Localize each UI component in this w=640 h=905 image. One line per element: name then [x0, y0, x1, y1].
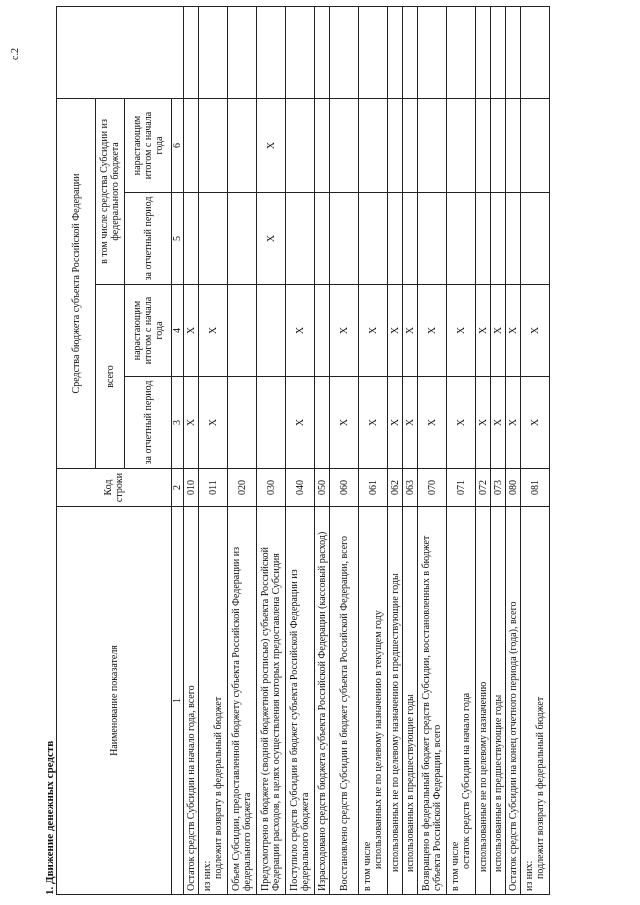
- header-reporting-period: за отчетный период: [125, 377, 172, 469]
- header-empty: [57, 6, 184, 98]
- cell-mark: X: [330, 285, 359, 377]
- cell-mark: [506, 193, 521, 285]
- cell-mark: [403, 98, 418, 192]
- cell-mark: [184, 193, 199, 285]
- cell-mark: [491, 193, 506, 285]
- cell-mark: [257, 377, 286, 469]
- cell-empty: [403, 6, 418, 98]
- cell-mark: X: [476, 285, 491, 377]
- cell-empty: [521, 6, 550, 98]
- cell-mark: [199, 98, 228, 192]
- cell-empty: [506, 6, 521, 98]
- header-cumulative-2: нарастающим итогом с начала года: [125, 98, 172, 192]
- cell-empty: [447, 6, 476, 98]
- cell-mark: X: [447, 285, 476, 377]
- cell-mark: X: [199, 285, 228, 377]
- column-number: 3: [172, 377, 184, 469]
- cell-mark: X: [359, 285, 388, 377]
- row-sublabel: в том числе: [450, 841, 461, 891]
- cell-mark: [228, 98, 257, 192]
- row-label: использованные не по целевому назначению: [476, 507, 491, 895]
- cell-mark: X: [184, 377, 199, 469]
- cell-empty: [388, 6, 403, 98]
- row-label-text: остаток средств Субсидии на начало года: [461, 692, 472, 869]
- cell-mark: X: [199, 377, 228, 469]
- cell-mark: [388, 193, 403, 285]
- row-code: 020: [228, 469, 257, 507]
- cell-mark: [418, 193, 447, 285]
- row-code: 063: [403, 469, 418, 507]
- row-label: Остаток средств Субсидии на начало года, всего: [184, 507, 199, 895]
- cell-empty: [359, 6, 388, 98]
- row-code: 040: [286, 469, 315, 507]
- row-code: 050: [315, 469, 330, 507]
- row-code: 070: [418, 469, 447, 507]
- row-label: [447, 507, 476, 895]
- row-label: [359, 507, 388, 895]
- row-code: 072: [476, 469, 491, 507]
- cell-mark: [447, 98, 476, 192]
- cell-mark: [359, 98, 388, 192]
- cell-mark: X: [359, 377, 388, 469]
- cell-empty: [257, 6, 286, 98]
- row-label: использованных не по целевому назначению в предшествующие годы: [388, 507, 403, 895]
- cell-mark: [330, 98, 359, 192]
- row-code: 081: [521, 469, 550, 507]
- row-sublabel: в том числе: [362, 841, 373, 891]
- column-number: 1: [172, 507, 184, 895]
- cell-mark: [418, 98, 447, 192]
- cell-mark: [228, 377, 257, 469]
- section-title: 1. Движение денежных средств: [44, 740, 56, 895]
- cell-mark: X: [521, 285, 550, 377]
- cell-empty: [228, 6, 257, 98]
- cell-mark: X: [330, 377, 359, 469]
- cell-mark: [521, 98, 550, 192]
- row-code: 011: [199, 469, 228, 507]
- cell-mark: [315, 98, 330, 192]
- row-label: Израсходовано средств бюджета субъекта Российской Федерации (кассовый расход): [315, 507, 330, 895]
- cell-mark: [228, 285, 257, 377]
- cell-mark: [257, 285, 286, 377]
- cell-empty: [199, 6, 228, 98]
- cell-mark: [199, 193, 228, 285]
- cell-mark: X: [286, 285, 315, 377]
- column-number: 2: [172, 469, 184, 507]
- row-label: использованных в предшествующие годы: [403, 507, 418, 895]
- row-code: 071: [447, 469, 476, 507]
- row-label-text: подлежит возврату в федеральный бюджет: [213, 696, 224, 879]
- cell-empty: [286, 6, 315, 98]
- cell-mark: X: [491, 377, 506, 469]
- cell-mark: [228, 193, 257, 285]
- cell-mark: [521, 193, 550, 285]
- cell-empty: [330, 6, 359, 98]
- header-code: Код строки: [57, 469, 172, 507]
- cell-mark: X: [521, 377, 550, 469]
- cell-mark: [506, 98, 521, 192]
- header-indicator: Наименование показателя: [57, 507, 172, 895]
- cell-mark: [315, 285, 330, 377]
- cell-mark: X: [418, 377, 447, 469]
- row-code: 061: [359, 469, 388, 507]
- cell-mark: [403, 193, 418, 285]
- cell-mark: [315, 377, 330, 469]
- cell-mark: [286, 98, 315, 192]
- row-label-text: использованных не по целевому назначению в текущем году: [373, 610, 384, 869]
- row-sublabel: из них:: [202, 860, 213, 891]
- cell-mark: X: [257, 193, 286, 285]
- cell-empty: [315, 6, 330, 98]
- cell-mark: X: [476, 377, 491, 469]
- row-label: Поступило средств Субсидии в бюджет субъекта Российской Федерации из федерального бюджета: [286, 507, 315, 895]
- cell-empty: [184, 6, 199, 98]
- header-reporting-period-2: за отчетный период: [125, 193, 172, 285]
- column-number: 6: [172, 98, 184, 192]
- cell-empty: [476, 6, 491, 98]
- cell-mark: X: [506, 285, 521, 377]
- cell-empty: [418, 6, 447, 98]
- row-label: Восстановлено средств Субсидии в бюджет субъекта Российской Федерации, всего: [330, 507, 359, 895]
- cell-mark: X: [286, 377, 315, 469]
- row-label-text: подлежит возврату в федеральный бюджет: [535, 696, 546, 879]
- row-code: 010: [184, 469, 199, 507]
- cell-mark: [388, 98, 403, 192]
- cell-empty: [491, 6, 506, 98]
- cell-mark: [359, 193, 388, 285]
- row-label: Объем Субсидии, предоставленной бюджету субъекта Российской Федерации из федерального бюджета: [228, 507, 257, 895]
- column-number: 4: [172, 285, 184, 377]
- cell-mark: X: [447, 377, 476, 469]
- cell-mark: X: [184, 285, 199, 377]
- header-budget-funds: Средства бюджета субъекта Российской Федерации: [57, 98, 96, 468]
- cell-mark: X: [388, 285, 403, 377]
- row-label: Возвращено в федеральный бюджет средств Субсидии, восстановленных в бюджет субъекта Российской Федерации, всего: [418, 507, 447, 895]
- row-code: 060: [330, 469, 359, 507]
- cell-mark: [184, 98, 199, 192]
- column-number: 5: [172, 193, 184, 285]
- cell-mark: X: [403, 285, 418, 377]
- cell-mark: [315, 193, 330, 285]
- header-including-federal: в том числе средства Субсидии из федерального бюджета: [96, 98, 125, 284]
- row-code: 062: [388, 469, 403, 507]
- cell-mark: [447, 193, 476, 285]
- cell-mark: [330, 193, 359, 285]
- cell-mark: X: [506, 377, 521, 469]
- row-code: 073: [491, 469, 506, 507]
- row-label: Остаток средств Субсидии на конец отчетного периода (года), всего: [506, 507, 521, 895]
- cell-mark: X: [418, 285, 447, 377]
- cell-mark: X: [403, 377, 418, 469]
- header-total: всего: [96, 285, 125, 469]
- row-label: использованные в предшествующие годы: [491, 507, 506, 895]
- row-code: 080: [506, 469, 521, 507]
- header-cumulative: нарастающим итогом с начала года: [125, 285, 172, 377]
- cell-mark: [286, 193, 315, 285]
- page-number: с.2: [10, 48, 21, 60]
- cell-mark: X: [388, 377, 403, 469]
- cell-mark: X: [257, 98, 286, 192]
- row-code: 030: [257, 469, 286, 507]
- row-label: Предусмотрено в бюджете (сводной бюджетной росписью) субъекта Российской Федерации расходов, в целях осуществления которых предоставлена Субсидия: [257, 507, 286, 895]
- cell-mark: X: [491, 285, 506, 377]
- cash-flow-table: [56, 6, 550, 895]
- row-label: [521, 507, 550, 895]
- cell-mark: [476, 193, 491, 285]
- row-label: [199, 507, 228, 895]
- row-sublabel: из них:: [524, 860, 535, 891]
- cell-mark: [491, 98, 506, 192]
- cell-mark: [476, 98, 491, 192]
